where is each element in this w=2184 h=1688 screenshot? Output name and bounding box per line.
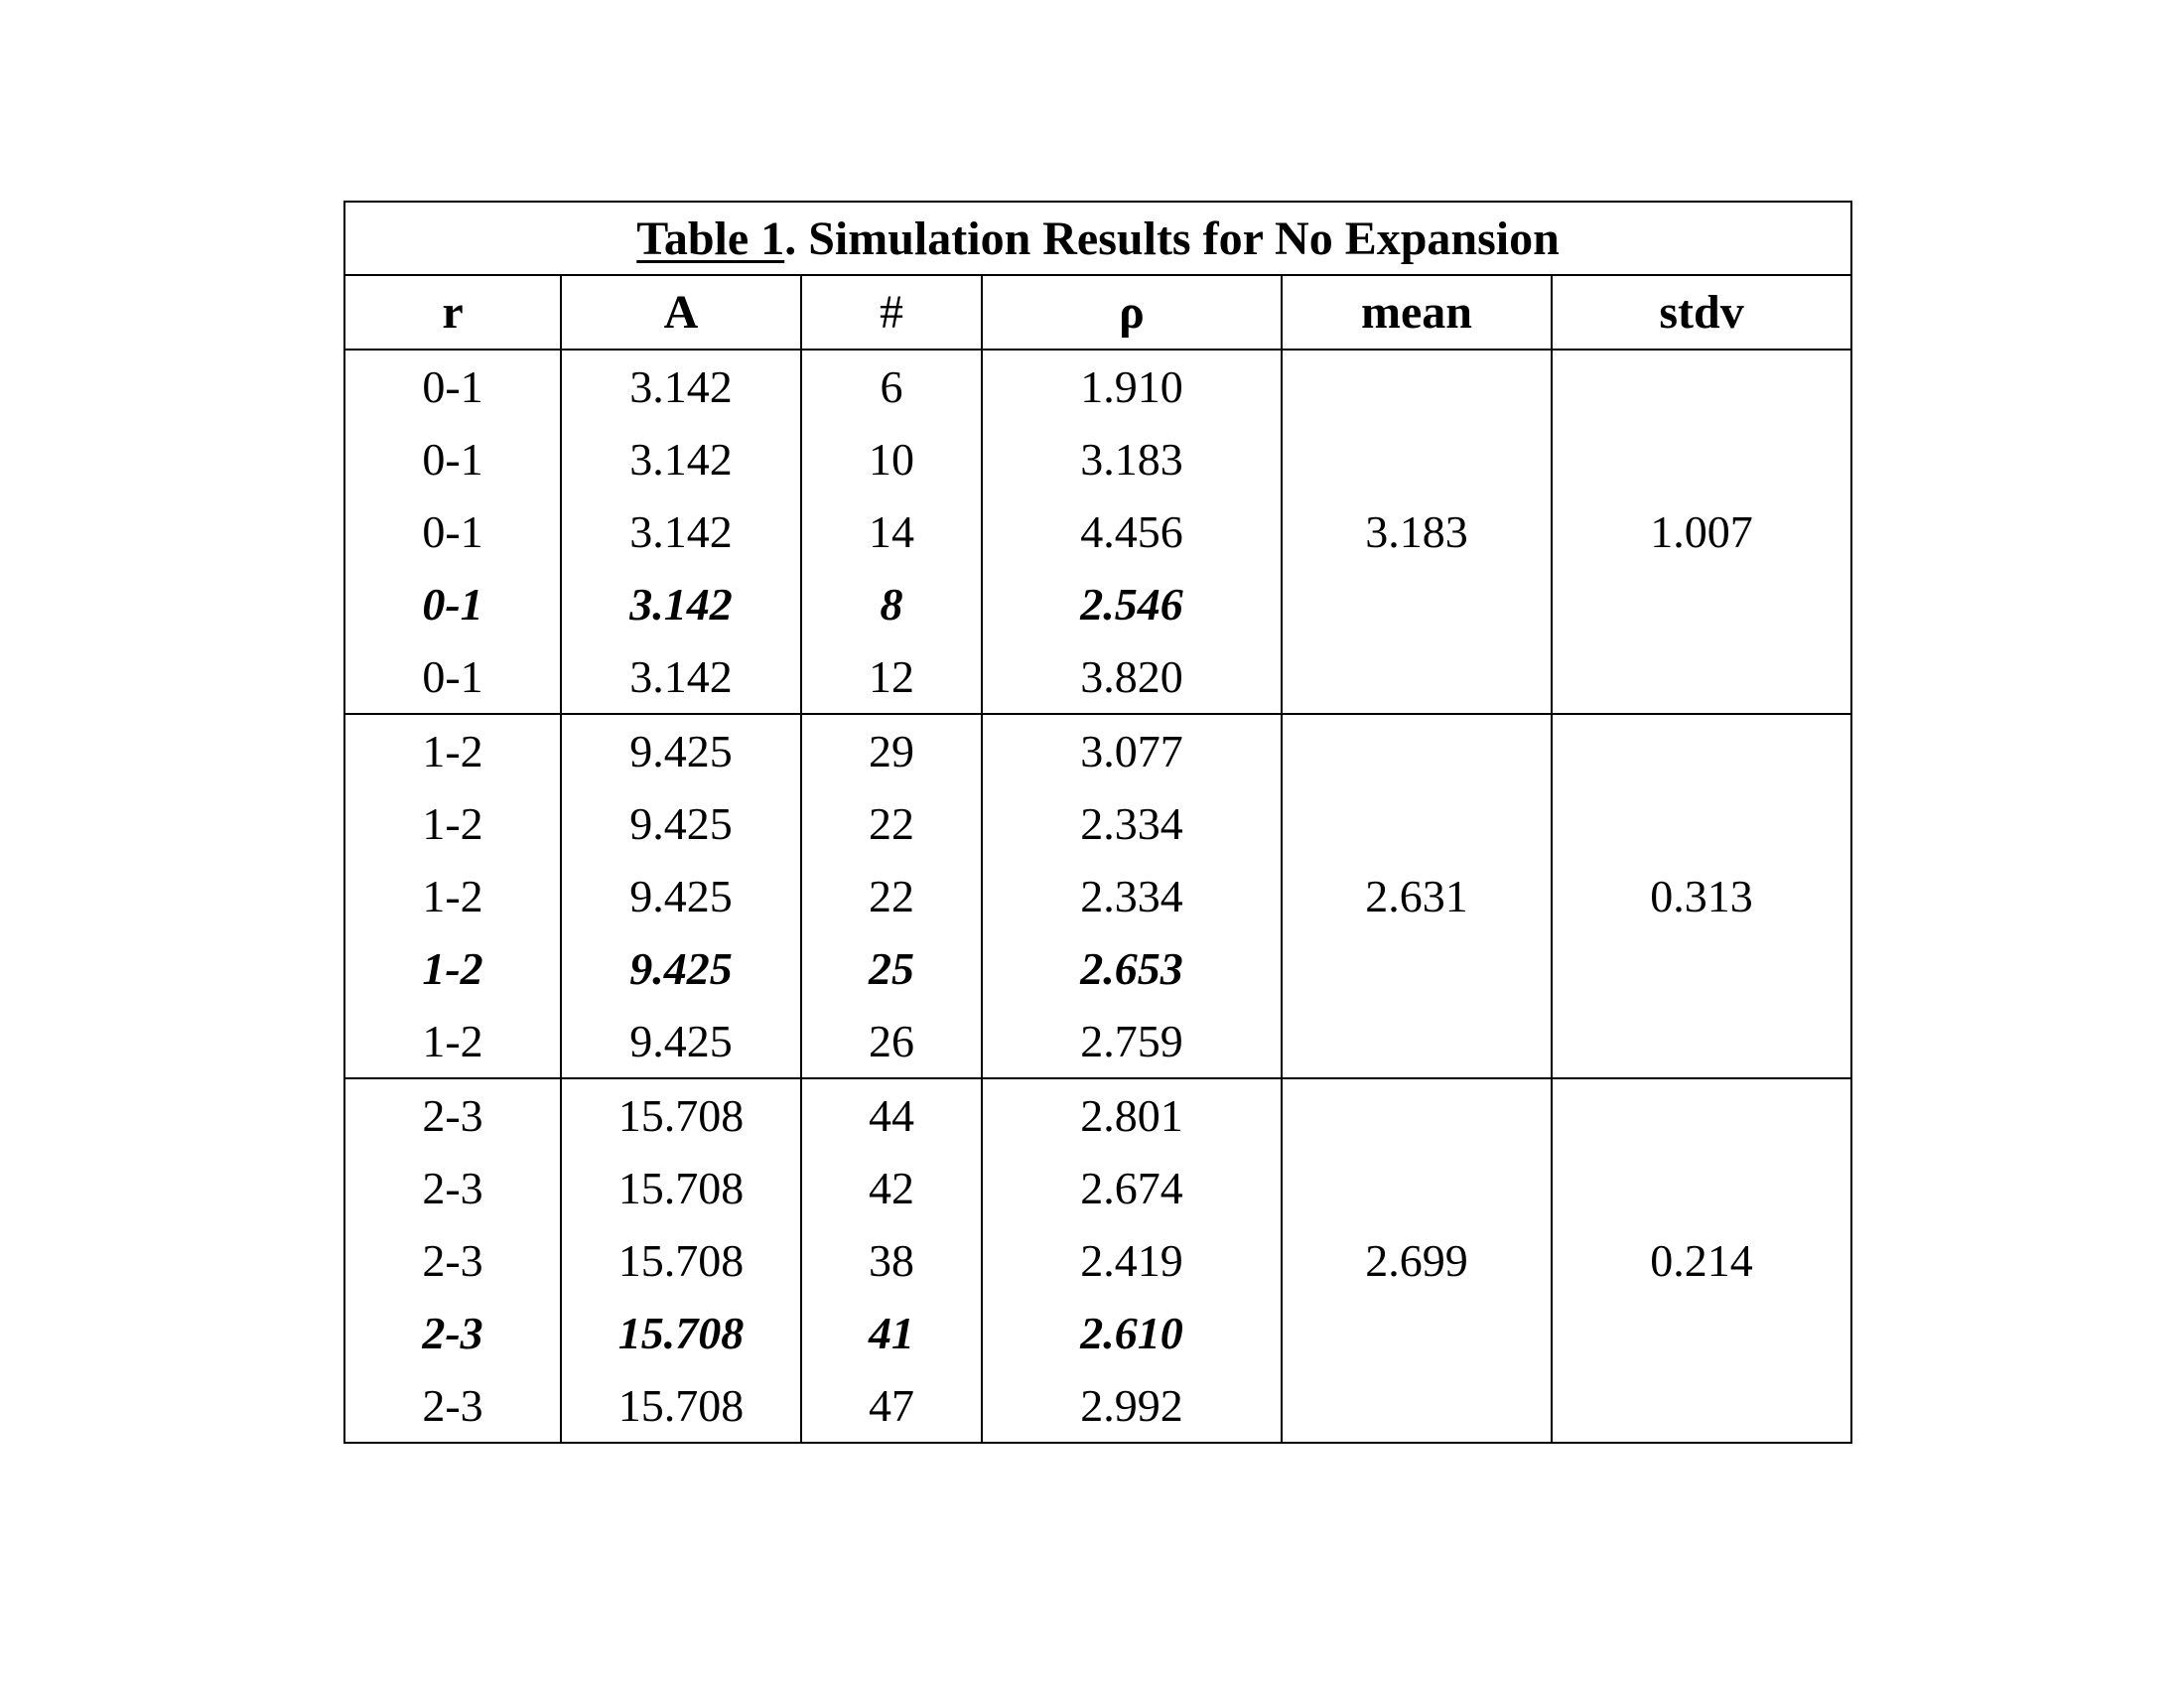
table-body [344,350,1851,1443]
cell-r: 2-3 [422,1235,483,1286]
column-header-row [344,275,1851,350]
cell-rho: 1.910 [1080,361,1183,412]
cell-count: 14 [869,506,914,557]
cell-count: 12 [869,651,914,702]
column-A-cell [561,714,801,1078]
cell-area: 3.142 [629,651,733,702]
cell-rho: 2.610 [1080,1308,1183,1358]
table-title-label: Table 1 [636,211,785,265]
cell-count: 47 [869,1380,914,1431]
column-header-stdv: stdv [1552,275,1851,350]
cell-area: 9.425 [629,871,733,921]
cell-area: 3.142 [629,579,733,630]
cell-stdv: 0.313 [1552,714,1851,1078]
cell-area: 3.142 [629,434,733,485]
cell-r: 1-2 [422,943,483,994]
table-title-text: . Simulation Results for No Expansion [784,211,1560,265]
row-group [344,350,1851,714]
table-title [344,202,1851,275]
column-rho-cell [982,350,1282,714]
cell-count: 8 [880,579,903,630]
column-header-r: r [344,275,561,350]
cell-rho: 3.820 [1080,651,1183,702]
cell-stdv: 0.214 [1552,1078,1851,1443]
cell-count: 6 [880,361,903,412]
column-r-cell [344,1078,561,1443]
column-A-cell [561,1078,801,1443]
column-rho-cell [982,1078,1282,1443]
cell-r: 0-1 [422,506,483,557]
cell-rho: 2.674 [1080,1163,1183,1213]
cell-r: 0-1 [422,579,483,630]
cell-rho: 2.653 [1080,943,1183,994]
cell-r: 2-3 [422,1308,483,1358]
cell-count: 41 [869,1308,914,1358]
cell-r: 1-2 [422,1016,483,1066]
cell-count: 25 [869,943,914,994]
cell-rho: 2.334 [1080,871,1183,921]
cell-area: 9.425 [629,943,733,994]
cell-area: 15.708 [617,1380,745,1431]
row-group [344,714,1851,1078]
cell-area: 9.425 [629,798,733,849]
column-r-cell [344,714,561,1078]
cell-rho: 2.334 [1080,798,1183,849]
cell-count: 10 [869,434,914,485]
row-group [344,1078,1851,1443]
cell-r: 0-1 [422,434,483,485]
cell-rho: 3.077 [1080,726,1183,776]
cell-area: 15.708 [617,1163,745,1213]
column-rho-cell [982,714,1282,1078]
cell-r: 0-1 [422,651,483,702]
cell-count: 26 [869,1016,914,1066]
cell-stdv: 1.007 [1552,350,1851,714]
cell-r: 1-2 [422,871,483,921]
cell-count: 22 [869,871,914,921]
cell-r: 2-3 [422,1163,483,1213]
cell-count: 38 [869,1235,914,1286]
column-A-cell [561,350,801,714]
column-r-cell [344,350,561,714]
cell-count: 42 [869,1163,914,1213]
column-n-cell [801,714,982,1078]
cell-rho: 2.759 [1080,1016,1183,1066]
cell-r: 2-3 [422,1380,483,1431]
cell-rho: 2.546 [1080,579,1183,630]
cell-count: 29 [869,726,914,776]
cell-area: 3.142 [629,506,733,557]
cell-r: 1-2 [422,798,483,849]
column-n-cell [801,350,982,714]
cell-area: 9.425 [629,726,733,776]
column-n-cell [801,1078,982,1443]
simulation-results-table [343,201,1852,1444]
cell-count: 44 [869,1090,914,1141]
cell-mean: 2.631 [1282,714,1552,1078]
cell-area: 3.142 [629,361,733,412]
cell-r: 0-1 [422,361,483,412]
cell-rho: 2.419 [1080,1235,1183,1286]
column-header-area: A [561,275,801,350]
cell-mean: 2.699 [1282,1078,1552,1443]
cell-rho: 2.992 [1080,1380,1183,1431]
cell-r: 1-2 [422,726,483,776]
column-header-count: # [801,275,982,350]
cell-count: 22 [869,798,914,849]
cell-mean: 3.183 [1282,350,1552,714]
column-header-mean: mean [1282,275,1552,350]
cell-area: 15.708 [617,1235,745,1286]
column-header-rho: ρ [982,275,1282,350]
cell-area: 15.708 [617,1308,745,1358]
cell-area: 15.708 [617,1090,745,1141]
cell-rho: 3.183 [1080,434,1183,485]
cell-r: 2-3 [422,1090,483,1141]
cell-rho: 2.801 [1080,1090,1183,1141]
cell-area: 9.425 [629,1016,733,1066]
cell-rho: 4.456 [1080,506,1183,557]
